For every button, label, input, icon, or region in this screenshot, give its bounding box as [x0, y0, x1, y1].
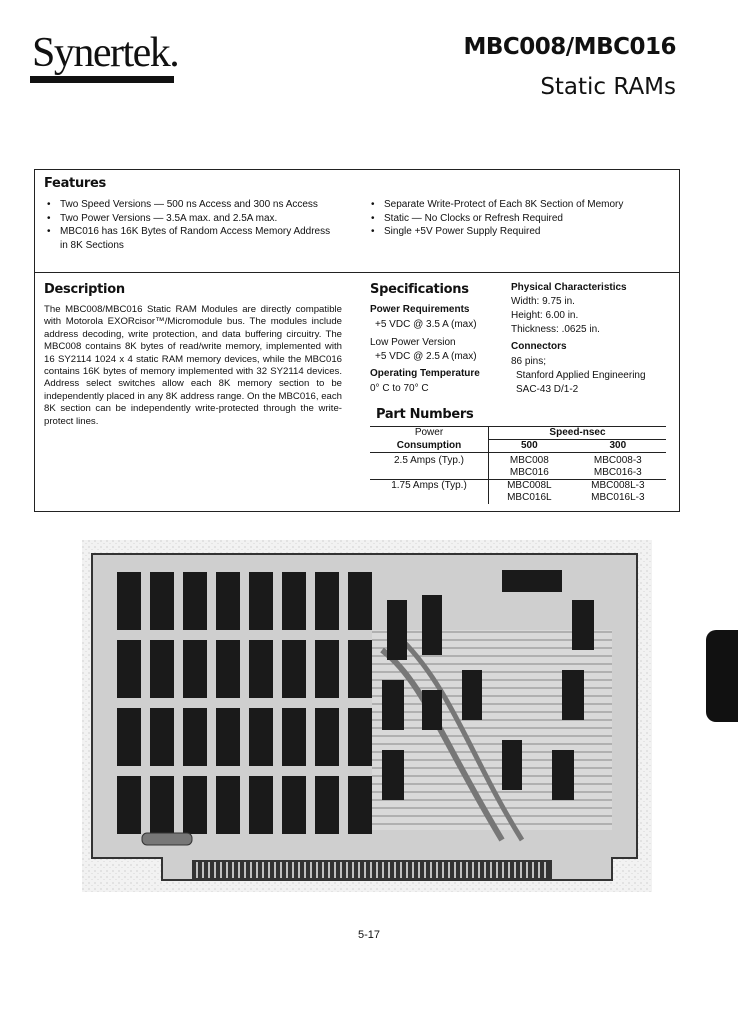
description-text: The MBC008/MBC016 Static RAM Modules are directly compatible with Motorola EXORcisor™/Micromodule bus. The modules include address decoding, write protection, and data buffering circuitry. The MBC008 contains 8K bytes of read/write memory, implemented with 16 SY2114 1024 x 4 static RAM memory devices, while the MBC016 contains 16K bytes of memory implemented with 32 SY2114 devices. Address select switches allow each 8K memory section to be independently placed in any 8K address range. On the MBC016, each 8K section can be independently write-protected through the write-protect lines. — [44, 304, 342, 427]
features-left — [44, 198, 334, 252]
col-300-header: 300 — [570, 440, 666, 453]
operating-temperature-label: Operating Temperature — [370, 368, 480, 379]
low-power-value: +5 VDC @ 2.5 A (max) — [375, 351, 477, 362]
feature-item: • Static — No Clocks or Refresh Required — [368, 212, 668, 226]
connectors-label: Connectors — [511, 341, 567, 352]
description-heading: Description — [44, 282, 125, 297]
table-cell: 2.5 Amps (Typ.) — [370, 453, 489, 468]
table-cell: MBC008L — [507, 480, 552, 491]
logo-underline — [30, 76, 174, 83]
features-heading: Features — [44, 176, 106, 191]
specifications-heading: Specifications — [370, 282, 469, 297]
operating-temperature-value: 0° C to 70° C — [370, 383, 429, 394]
table-cell: MBC016 — [489, 467, 570, 480]
part-numbers-heading: Part Numbers — [376, 407, 474, 422]
connector-part: SAC-43 D/1-2 — [516, 384, 579, 395]
table-cell: 1.75 Amps (Typ.) — [370, 480, 489, 493]
circuit-board-photo — [82, 540, 652, 892]
low-power-label: Low Power Version — [370, 337, 456, 348]
table-cell: MBC016-3 — [570, 467, 666, 480]
section-tab — [706, 630, 738, 722]
page-subtitle: Static RAMs — [540, 74, 676, 100]
page-title: MBC008/MBC016 — [463, 34, 676, 60]
table-cell: MBC008L-3 — [591, 480, 645, 491]
table-cell: MBC008-3 — [593, 455, 642, 466]
physical-heading: Physical Characteristics — [511, 282, 627, 293]
feature-item: • Two Power Versions — 3.5A max. and 2.5A max. — [44, 212, 334, 226]
features-right — [368, 198, 668, 239]
connector-pins: 86 pins; — [511, 356, 547, 367]
features-divider — [34, 272, 680, 273]
feature-item: • Single +5V Power Supply Required — [368, 225, 668, 239]
connector-vendor: Stanford Applied Engineering — [516, 370, 646, 381]
feature-item: • Two Speed Versions — 500 ns Access and 300 ns Access — [44, 198, 334, 212]
speed-header: Speed-nsec — [489, 427, 667, 440]
synertek-logo: Synertek. — [32, 30, 179, 76]
physical-height: Height: 6.00 in. — [511, 310, 579, 321]
power-header: Power — [370, 427, 489, 440]
table-cell: MBC016L-3 — [591, 492, 645, 503]
feature-item: • MBC016 has 16K Bytes of Random Access Memory Address in 8K Sections — [44, 225, 334, 252]
part-numbers-table — [370, 426, 666, 504]
physical-width: Width: 9.75 in. — [511, 296, 575, 307]
consumption-header: Consumption — [370, 440, 489, 453]
physical-thickness: Thickness: .0625 in. — [511, 324, 600, 335]
page-number: 5-17 — [357, 929, 381, 941]
col-500-header: 500 — [489, 440, 570, 453]
power-requirements-value: +5 VDC @ 3.5 A (max) — [375, 319, 477, 330]
power-requirements-label: Power Requirements — [370, 304, 470, 315]
table-cell: MBC016L — [507, 492, 552, 503]
feature-item: • Separate Write-Protect of Each 8K Section of Memory — [368, 198, 668, 212]
table-cell: MBC008 — [509, 455, 549, 466]
